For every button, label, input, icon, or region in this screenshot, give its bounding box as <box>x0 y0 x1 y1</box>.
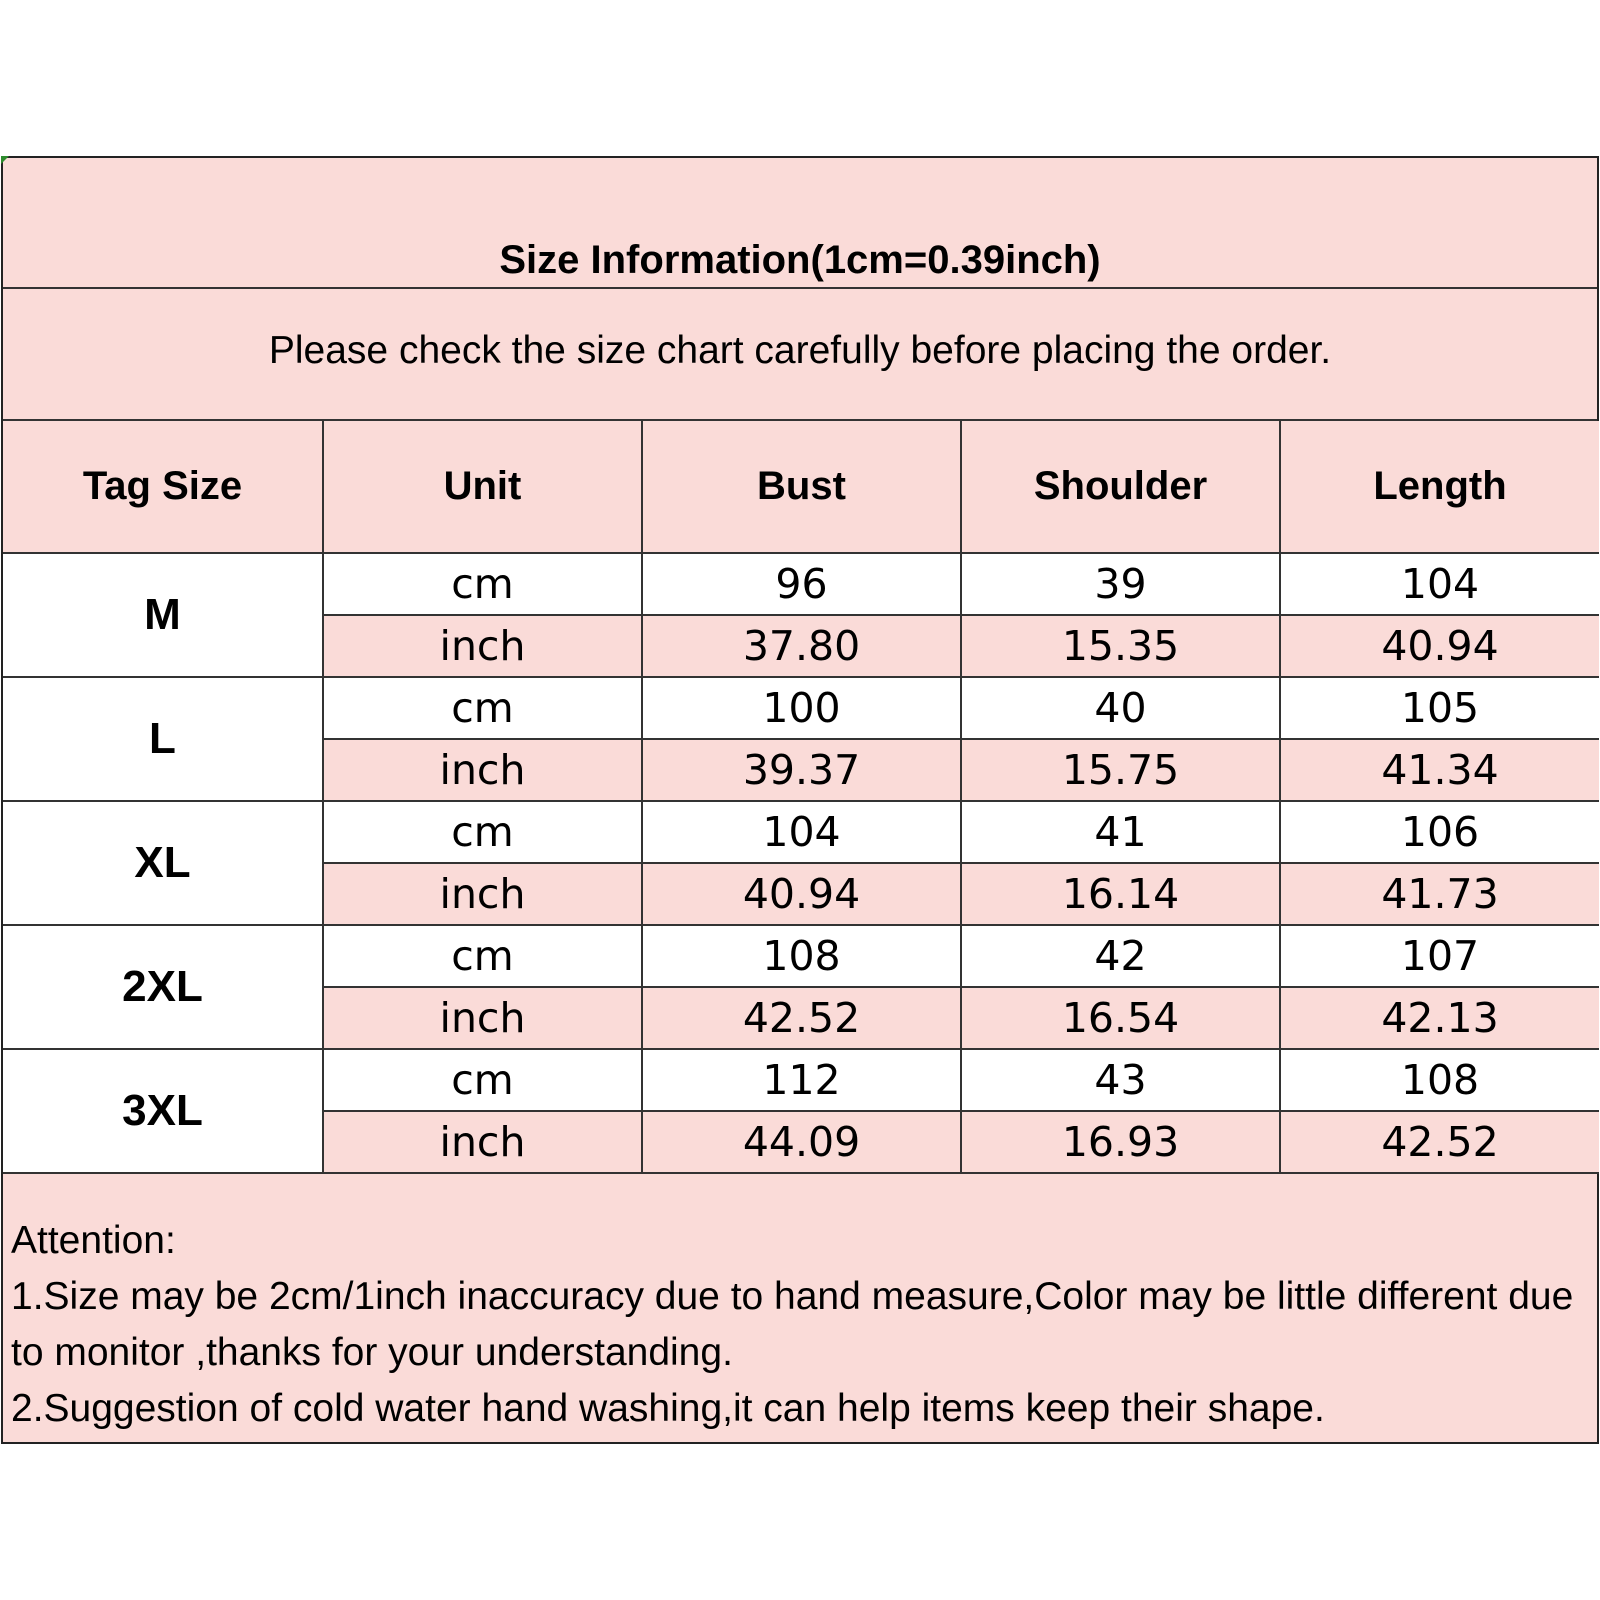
length-cell: 41.73 <box>1280 863 1599 925</box>
unit-cell: inch <box>323 987 642 1049</box>
table-row <box>3 553 1599 615</box>
attention-line-1: 1.Size may be 2cm/1inch inaccuracy due to hand measure,Color may be little different due to monitor ,thanks for your understanding. <box>11 1275 1574 1374</box>
header-length: Length <box>1280 421 1599 553</box>
title-row <box>3 158 1597 289</box>
table-row <box>3 925 1599 987</box>
unit-cell: cm <box>323 801 642 863</box>
shoulder-cell: 15.35 <box>961 615 1280 677</box>
header-tag-size: Tag Size <box>3 421 323 553</box>
unit-cell: inch <box>323 1111 642 1173</box>
bust-cell: 104 <box>642 801 961 863</box>
length-cell: 41.34 <box>1280 739 1599 801</box>
size-chart-sheet <box>1 156 1599 1444</box>
size-label-l: L <box>3 677 323 801</box>
page-title: Size Information(1cm=0.39inch) <box>499 238 1101 282</box>
header-bust: Bust <box>642 421 961 553</box>
unit-cell: cm <box>323 677 642 739</box>
attention-notes <box>11 1213 1591 1437</box>
length-cell: 107 <box>1280 925 1599 987</box>
length-cell: 42.13 <box>1280 987 1599 1049</box>
table-row <box>3 1049 1599 1111</box>
length-cell: 105 <box>1280 677 1599 739</box>
shoulder-cell: 15.75 <box>961 739 1280 801</box>
bust-cell: 40.94 <box>642 863 961 925</box>
length-cell: 42.52 <box>1280 1111 1599 1173</box>
header-unit: Unit <box>323 421 642 553</box>
shoulder-cell: 42 <box>961 925 1280 987</box>
bust-cell: 112 <box>642 1049 961 1111</box>
shoulder-cell: 16.54 <box>961 987 1280 1049</box>
bust-cell: 100 <box>642 677 961 739</box>
size-table <box>3 421 1599 1174</box>
table-row <box>3 677 1599 739</box>
header-shoulder: Shoulder <box>961 421 1280 553</box>
length-cell: 40.94 <box>1280 615 1599 677</box>
bust-cell: 108 <box>642 925 961 987</box>
size-label-xl: XL <box>3 801 323 925</box>
unit-cell: inch <box>323 739 642 801</box>
shoulder-cell: 40 <box>961 677 1280 739</box>
bust-cell: 44.09 <box>642 1111 961 1173</box>
attention-heading: Attention: <box>11 1219 176 1262</box>
unit-cell: inch <box>323 615 642 677</box>
bust-cell: 96 <box>642 553 961 615</box>
table-header-row <box>3 421 1599 553</box>
shoulder-cell: 16.93 <box>961 1111 1280 1173</box>
shoulder-cell: 43 <box>961 1049 1280 1111</box>
note-row <box>3 289 1597 421</box>
size-label-2xl: 2XL <box>3 925 323 1049</box>
table-row <box>3 801 1599 863</box>
bust-cell: 37.80 <box>642 615 961 677</box>
shoulder-cell: 16.14 <box>961 863 1280 925</box>
shoulder-cell: 39 <box>961 553 1280 615</box>
size-label-m: M <box>3 553 323 677</box>
length-cell: 104 <box>1280 553 1599 615</box>
length-cell: 108 <box>1280 1049 1599 1111</box>
unit-cell: cm <box>323 553 642 615</box>
bust-cell: 42.52 <box>642 987 961 1049</box>
shoulder-cell: 41 <box>961 801 1280 863</box>
unit-cell: cm <box>323 925 642 987</box>
unit-cell: cm <box>323 1049 642 1111</box>
length-cell: 106 <box>1280 801 1599 863</box>
size-note: Please check the size chart carefully before placing the order. <box>268 329 1332 372</box>
bust-cell: 39.37 <box>642 739 961 801</box>
attention-line-2: 2.Suggestion of cold water hand washing,it can help items keep their shape. <box>11 1387 1325 1430</box>
size-label-3xl: 3XL <box>3 1049 323 1173</box>
unit-cell: inch <box>323 863 642 925</box>
